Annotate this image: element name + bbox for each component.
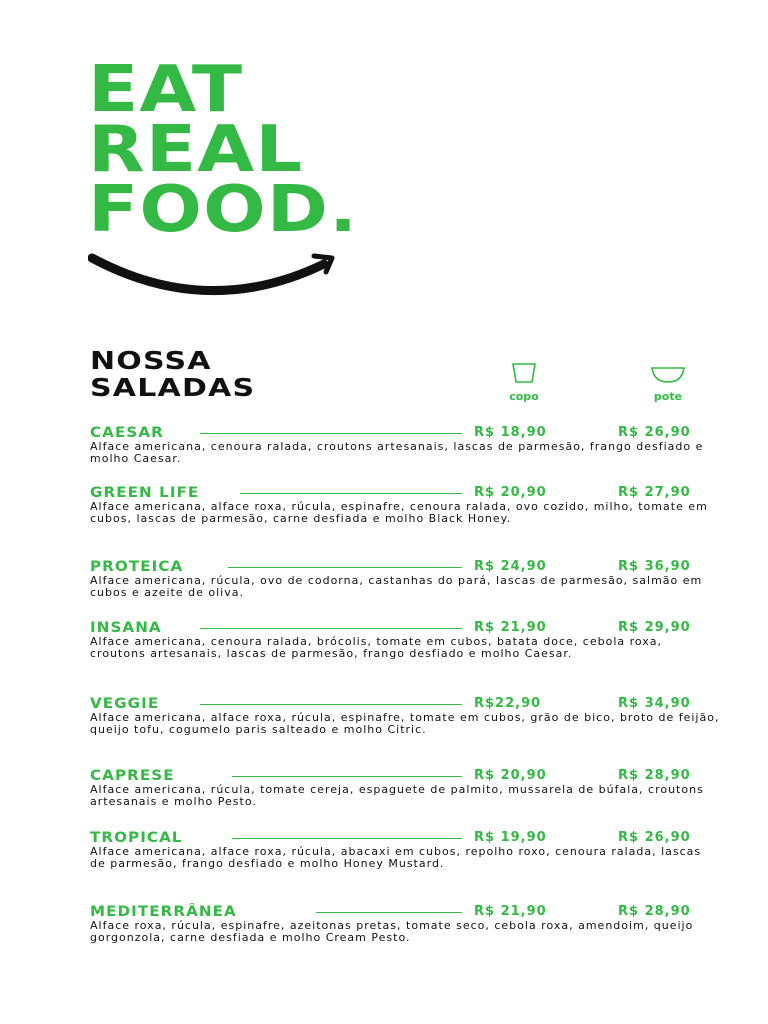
column-copo — [494, 362, 554, 403]
column-copo-label: copo — [509, 390, 539, 403]
item-description: Alface americana, alface roxa, rúcula, espinafre, cenoura ralada, ovo cozido, milho, tomate em cubos, lascas de parmesão, carne desfiada e molho Black Honey. — [90, 500, 708, 525]
price-copo: R$ 21,90 — [474, 620, 547, 635]
item-description: Alface roxa, rúcula, espinafre, azeitonas pretas, tomate seco, cebola roxa, amendoim, queijo gorgonzola, carne desfiada e molho Cream Pesto. — [90, 919, 694, 944]
price-pote: R$ 34,90 — [618, 696, 691, 711]
item-rule — [228, 567, 462, 568]
item-rule — [200, 433, 462, 434]
price-copo: R$22,90 — [474, 696, 542, 711]
item-description: Alface americana, cenoura ralada, brócolis, tomate em cubos, batata doce, cebola roxa, croutons artesanais, lascas de parmesão, frango desfiado e molho Caesar. — [90, 635, 663, 660]
hero-headline — [88, 53, 359, 247]
item-description: Alface americana, rúcula, tomate cereja, espaguete de palmito, mussarela de búfala, croutons artesanais e molho Pesto. — [90, 783, 704, 808]
menu-item-caesar — [90, 425, 730, 465]
bowl-icon — [650, 362, 686, 384]
menu-item-green-life — [90, 485, 730, 525]
item-rule — [200, 628, 462, 629]
item-description: Alface americana, alface roxa, rúcula, abacaxi em cubos, repolho roxo, cenoura ralada, lascas de parmesão, frango desfiado e molho Honey Mustard. — [90, 845, 702, 870]
price-pote: R$ 26,90 — [618, 830, 691, 845]
hero-line-food-text: FOOD — [88, 173, 330, 247]
column-pote — [638, 362, 698, 403]
menu-item-caprese — [90, 768, 730, 808]
menu-item-insana — [90, 620, 730, 660]
price-copo: R$ 24,90 — [474, 559, 547, 574]
item-description: Alface americana, alface roxa, rúcula, espinafre, tomate em cubos, grão de bico, broto de feijão, queijo tofu, cogumelo paris salteado e molho Citric. — [90, 711, 720, 736]
price-pote: R$ 36,90 — [618, 559, 691, 574]
price-pote: R$ 27,90 — [618, 485, 691, 500]
price-pote: R$ 26,90 — [618, 425, 691, 440]
item-name: TROPICAL — [90, 830, 183, 846]
item-rule — [316, 912, 462, 913]
item-description: Alface americana, cenoura ralada, croutons artesanais, lascas de parmesão, frango desfiado e molho Caesar. — [90, 440, 704, 465]
price-copo: R$ 20,90 — [474, 485, 547, 500]
menu-item-tropical — [90, 830, 730, 870]
section-title-line1: NOSSA — [90, 346, 212, 375]
item-rule — [232, 838, 462, 839]
item-name: INSANA — [90, 620, 162, 636]
item-name: PROTEICA — [90, 559, 184, 575]
price-copo: R$ 21,90 — [474, 904, 547, 919]
price-copo: R$ 18,90 — [474, 425, 547, 440]
hero-line-real: REAL — [88, 113, 304, 187]
cup-icon — [511, 362, 537, 384]
item-name: MEDITERRÂNEA — [90, 904, 237, 920]
price-pote: R$ 28,90 — [618, 904, 691, 919]
price-pote: R$ 28,90 — [618, 768, 691, 783]
item-rule — [200, 704, 462, 705]
menu-item-proteica — [90, 559, 730, 599]
hero-line-eat: EAT — [88, 53, 244, 127]
hero-line-food — [88, 173, 359, 247]
section-title-line2: SALADAS — [90, 373, 256, 402]
item-name: VEGGIE — [90, 696, 160, 712]
column-pote-label: pote — [653, 390, 683, 403]
item-name: CAPRESE — [90, 768, 175, 784]
price-copo: R$ 19,90 — [474, 830, 547, 845]
price-pote: R$ 29,90 — [618, 620, 691, 635]
smile-icon — [88, 250, 358, 300]
menu-item-mediterranea — [90, 904, 730, 944]
section-title — [90, 347, 255, 401]
item-rule — [232, 776, 462, 777]
menu-item-veggie — [90, 696, 730, 736]
item-name: CAESAR — [90, 425, 164, 441]
item-name: GREEN LIFE — [90, 485, 200, 501]
hero-dot: . — [329, 173, 359, 247]
item-description: Alface americana, rúcula, ovo de codorna, castanhas do pará, lascas de parmesão, salmão em cubos e azeite de oliva. — [90, 574, 703, 599]
price-copo: R$ 20,90 — [474, 768, 547, 783]
item-rule — [240, 493, 462, 494]
